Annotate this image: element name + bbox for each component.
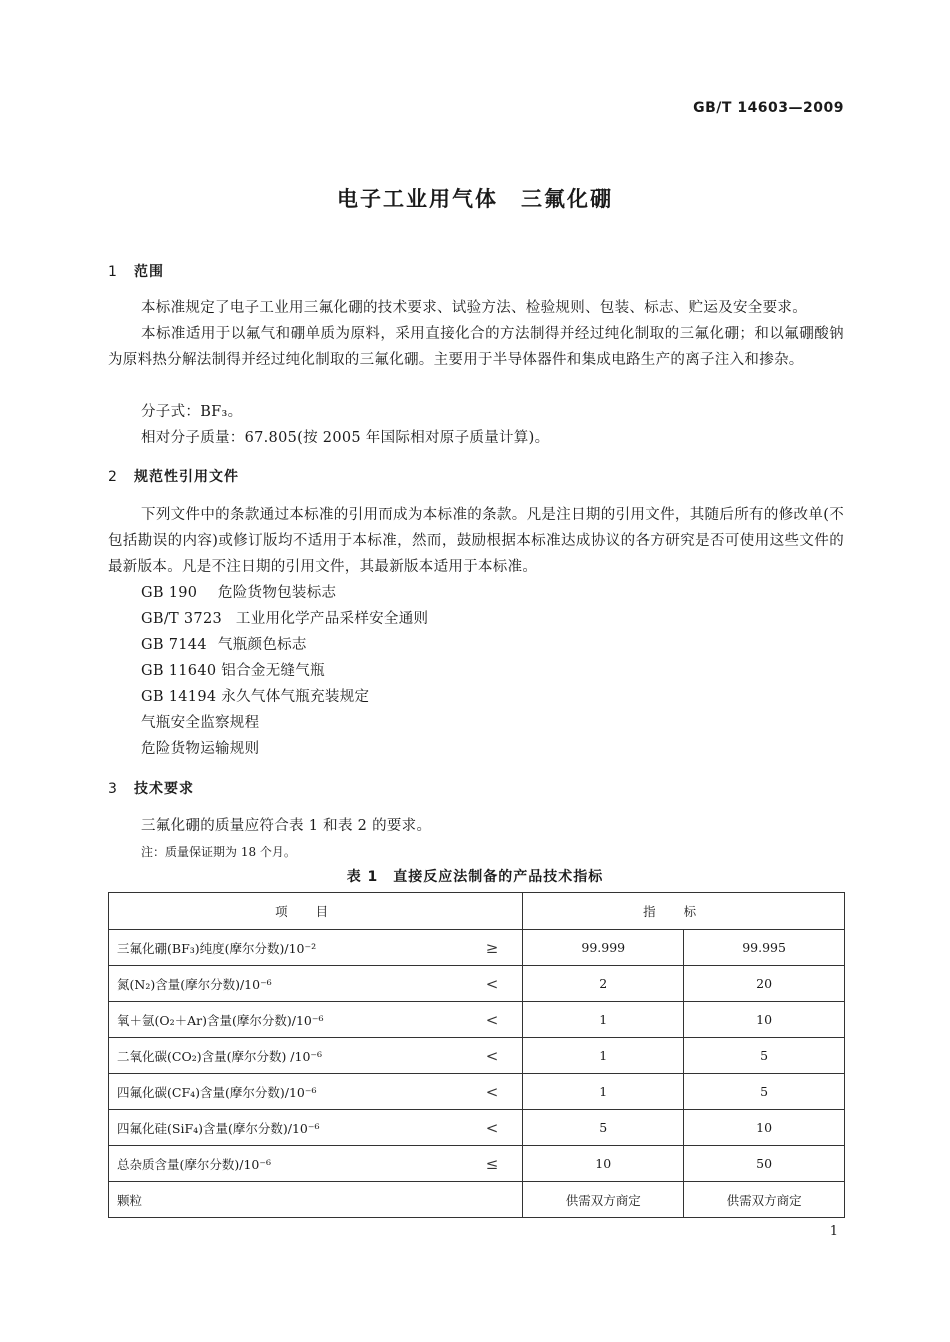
reference-title: 危险货物运输规则 [141, 741, 260, 757]
row-item-label: 颗粒 [117, 1192, 143, 1208]
row-operator: < [485, 1118, 499, 1137]
paragraph: 本标准适用于以氟气和硼单质为原料，采用直接化合的方法制得并经过纯化制取的三氟化硼；和以氟硼酸钠为原料热分解法制得并经过纯化制取的三氟化硼。主要用于半导体器件和集成电路生产的离子注入和掺杂。 [108, 326, 844, 368]
row-item [109, 1146, 523, 1182]
row-value-1: 99.999 [523, 930, 684, 966]
section-3-heading [108, 778, 194, 798]
section-number: 1 [108, 264, 118, 280]
row-value-1: 5 [523, 1110, 684, 1146]
reference-title: 气瓶安全监察规程 [141, 715, 260, 731]
row-operator: < [485, 1010, 499, 1029]
row-item-label: 三氟化硼(BF₃)纯度(摩尔分数)/10⁻² [117, 940, 317, 956]
row-value-2: 供需双方商定 [684, 1182, 845, 1218]
table-row [109, 1182, 845, 1218]
paragraph: 本标准规定了电子工业用三氟化硼的技术要求、试验方法、检验规则、包装、标志、贮运及安全要求。 [141, 300, 807, 316]
row-value-2: 20 [684, 966, 845, 1002]
table-row [109, 1146, 845, 1182]
row-item-label: 二氧化碳(CO₂)含量(摩尔分数) /10⁻⁶ [117, 1048, 323, 1064]
row-operator: < [485, 974, 499, 993]
standard-code: GB/T 14603—2009 [693, 100, 844, 116]
section-title: 技术要求 [134, 781, 194, 797]
row-value-1: 1 [523, 1002, 684, 1038]
row-item-label: 氧＋氩(O₂＋Ar)含量(摩尔分数)/10⁻⁶ [117, 1012, 324, 1028]
row-operator: ≥ [485, 938, 499, 957]
section-number: 2 [108, 469, 118, 485]
table-row [109, 1002, 845, 1038]
header-value: 指标 [523, 893, 845, 930]
paragraph: 下列文件中的条款通过本标准的引用而成为本标准的条款。凡是注日期的引用文件，其随后所有的修改单(不包括勘误的内容)或修订版均不适用于本标准，然而，鼓励根据本标准达成协议的各方研究是否可使用这些文件的最新版本。凡是不注日期的引用文件，其最新版本适用于本标准。 [108, 507, 844, 575]
section-title: 范围 [134, 264, 164, 280]
section-2-heading [108, 466, 239, 486]
table-row [109, 930, 845, 966]
section-title: 规范性引用文件 [134, 469, 239, 485]
reference-code: GB 11640 [141, 663, 217, 679]
row-operator: ≤ [485, 1154, 499, 1173]
reference-item [141, 684, 369, 710]
header-item: 项目 [109, 893, 523, 930]
row-value-2: 10 [684, 1110, 845, 1146]
row-value-2: 50 [684, 1146, 845, 1182]
row-value-2: 99.995 [684, 930, 845, 966]
table-row [109, 966, 845, 1002]
row-value-1: 供需双方商定 [523, 1182, 684, 1218]
table-row [109, 1110, 845, 1146]
table-header-row [109, 893, 845, 930]
row-item [109, 1110, 523, 1146]
reference-item [141, 658, 325, 684]
document-title: 电子工业用气体 三氟化硼 [337, 187, 613, 211]
row-item [109, 930, 523, 966]
row-item-label: 总杂质含量(摩尔分数)/10⁻⁶ [117, 1156, 271, 1172]
row-item-label: 四氟化硅(SiF₄)含量(摩尔分数)/10⁻⁶ [117, 1120, 320, 1136]
row-value-1: 10 [523, 1146, 684, 1182]
molecular-formula: 分子式：BF₃。 [141, 404, 243, 420]
row-value-1: 1 [523, 1038, 684, 1074]
table-row [109, 1074, 845, 1110]
reference-item [141, 580, 336, 606]
row-value-1: 1 [523, 1074, 684, 1110]
reference-title: 气瓶颜色标志 [217, 637, 307, 653]
row-value-2: 5 [684, 1038, 845, 1074]
table-title: 表 1 直接反应法制备的产品技术指标 [346, 869, 604, 885]
row-item [109, 1182, 523, 1218]
row-operator: < [485, 1046, 499, 1065]
reference-code: GB 190 [141, 585, 198, 601]
row-item [109, 1074, 523, 1110]
row-item [109, 1038, 523, 1074]
reference-title: 永久气体气瓶充装规定 [221, 689, 370, 705]
reference-code: GB 7144 [141, 637, 207, 653]
section-number: 3 [108, 781, 118, 797]
row-item-label: 四氟化碳(CF₄)含量(摩尔分数)/10⁻⁶ [117, 1084, 317, 1100]
spec-table [108, 892, 845, 1218]
reference-item [141, 736, 259, 762]
paragraph: 三氟化硼的质量应符合表 1 和表 2 的要求。 [141, 818, 432, 834]
reference-title: 工业用化学产品采样安全通则 [235, 611, 429, 627]
section-1-heading [108, 261, 164, 281]
reference-code: GB/T 3723 [141, 611, 223, 627]
row-item-label: 氮(N₂)含量(摩尔分数)/10⁻⁶ [117, 976, 272, 992]
row-item [109, 1002, 523, 1038]
reference-item [141, 606, 428, 632]
reference-item [141, 710, 259, 736]
page-number: 1 [829, 1224, 838, 1239]
row-value-1: 2 [523, 966, 684, 1002]
row-item [109, 966, 523, 1002]
table-row [109, 1038, 845, 1074]
reference-title: 铝合金无缝气瓶 [221, 663, 325, 679]
row-value-2: 10 [684, 1002, 845, 1038]
row-value-2: 5 [684, 1074, 845, 1110]
row-operator: < [485, 1082, 499, 1101]
note: 注：质量保证期为 18 个月。 [141, 845, 296, 859]
reference-title: 危险货物包装标志 [217, 585, 337, 601]
molecular-mass: 相对分子质量：67.805(按 2005 年国际相对原子质量计算)。 [141, 430, 550, 446]
reference-code: GB 14194 [141, 689, 217, 705]
reference-item [141, 632, 307, 658]
